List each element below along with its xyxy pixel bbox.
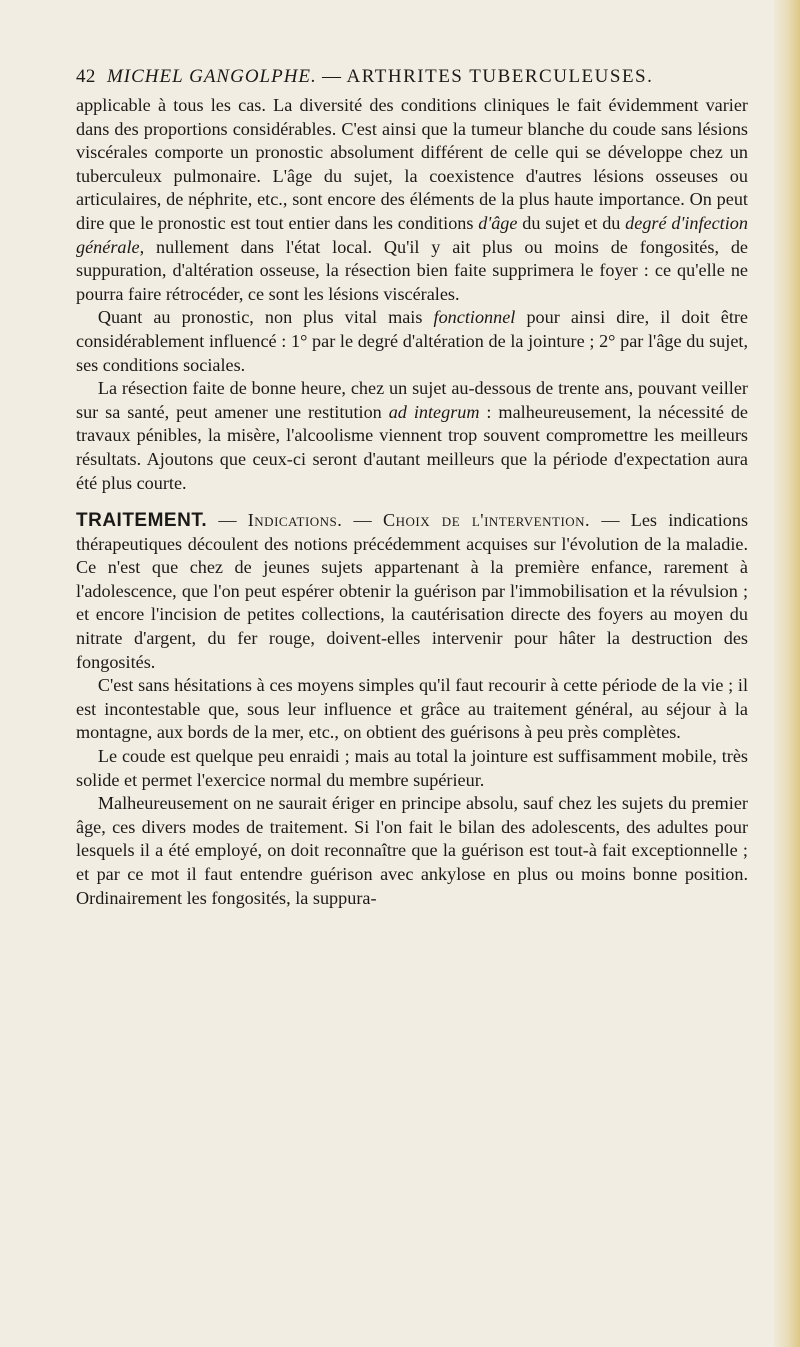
text-run: — — [342, 510, 383, 531]
text-run: — — [590, 510, 631, 531]
text-run: La résection faite de bonne heure, chez un sujet au-dessous de trente ans, pouvant veiller sur sa santé, peut amener une restitution — [76, 378, 748, 422]
text-run: du sujet et du — [517, 212, 626, 233]
paragraph-malheureusement — [76, 792, 748, 910]
paragraph-coude-enraidi — [76, 745, 748, 792]
header-title: ARTHRITES TUBERCULEUSES. — [346, 66, 654, 87]
text-run: Les indications thérapeutiques découlent des notions précédemment acquises sur l'évolution de la maladie. Ce n'est que chez de jeunes sujets appartenant à la première enfance, rarement à l'adolescence, que l'on peut espérer obtenir la guérison par l'immobilisation et la révulsion ; et encore l'incision de petites collections, la cautérisation directe des foyers au moyen du nitrate d'argent, du fer rouge, doivent-elles intervenir pour hâter la destruction des fongosités. — [76, 510, 749, 672]
header-author: MICHEL GANGOLPHE. — [106, 66, 317, 87]
text-run: C'est sans hésitations à ces moyens simples qu'il faut recourir à cette période de la vie ; il est incontestable que, sous leur influence et grâce au traitement général, au séjour à la montagne, aux bords de la mer, etc., on obtient des guérisons à peu près complètes. — [76, 675, 748, 743]
paragraph-pronostic-fonctionnel — [76, 306, 748, 377]
header-separator: — — [321, 66, 342, 87]
section-heading: TRAITEMENT. — [76, 510, 208, 532]
paragraph-pronostic-conditions — [76, 94, 748, 306]
text-run: applicable à tous les cas. La diversité des conditions cliniques le fait évidemment varier dans des proportions considérables. C'est ainsi que la tumeur blanche du coude sans lésions viscérales comporte un pronostic absolument différent de celle qui se développe chez un tuberculeux pulmonaire. L'âge du sujet, la coexistence d'autres lésions osseuses ou articulaires, de néphrite, etc., sont encore des éléments de la plus haute importance. On peut dire que le pronostic est tout entier dans les conditions — [76, 95, 748, 233]
text-run: , nullement dans l'état local. Qu'il y ait plus ou moins de fongosités, de suppuration, d'altération osseuse, la résection bien faite supprimera le foyer : ce qu'elle ne pourra faire rétrocéder, ce sont les lésions viscérales. — [76, 236, 748, 304]
text-run: Quant au pronostic, non plus vital mais — [97, 307, 434, 328]
italic-term: ad integrum — [388, 401, 480, 422]
text-run: pour ainsi dire, il doit être considérablement influencé : 1° par le degré d'altération de la jointure ; 2° par l'âge du sujet, ses conditions sociales. — [76, 307, 749, 375]
text-run: Malheureusement on ne saurait ériger en principe absolu, sauf chez les sujets du premier âge, ces divers modes de traitement. Si l'on fait le bilan des adolescents, des adultes pour lesquels il a été employé, on doit reconnaître que la guérison est tout-à fait exceptionnelle ; et par ce mot il faut entendre guérison avec ankylose en plus ou moins bonne position. Ordinairement les fongosités, la suppura- — [76, 793, 748, 908]
italic-term: degré d'infection générale — [76, 212, 748, 257]
italic-term: fonctionnel — [433, 307, 516, 328]
page-edge-shadow — [774, 0, 800, 1347]
text-run: : malheureusement, la nécessité de travaux pénibles, la misère, l'alcoolisme viennent trop souvent compromettre les meilleurs résultats. Ajoutons que ceux-ci seront d'autant meilleurs que la période d'expectation aura été plus courte. — [76, 401, 748, 493]
subheading-indications: Indications. — [247, 510, 343, 531]
subheading-choix: Choix de l'intervention. — [382, 510, 591, 531]
text-run: — — [207, 510, 248, 531]
page-number: 42 — [76, 66, 96, 87]
paragraph-moyens-simples — [76, 674, 748, 745]
book-page — [76, 66, 748, 910]
running-header — [76, 66, 748, 88]
italic-term: d'âge — [478, 212, 518, 233]
paragraph-resection — [76, 377, 748, 495]
text-run: Le coude est quelque peu enraidi ; mais au total la jointure est suffisamment mobile, très solide et permet l'exercice normal du membre supérieur. — [76, 746, 748, 790]
paragraph-traitement — [76, 509, 748, 674]
